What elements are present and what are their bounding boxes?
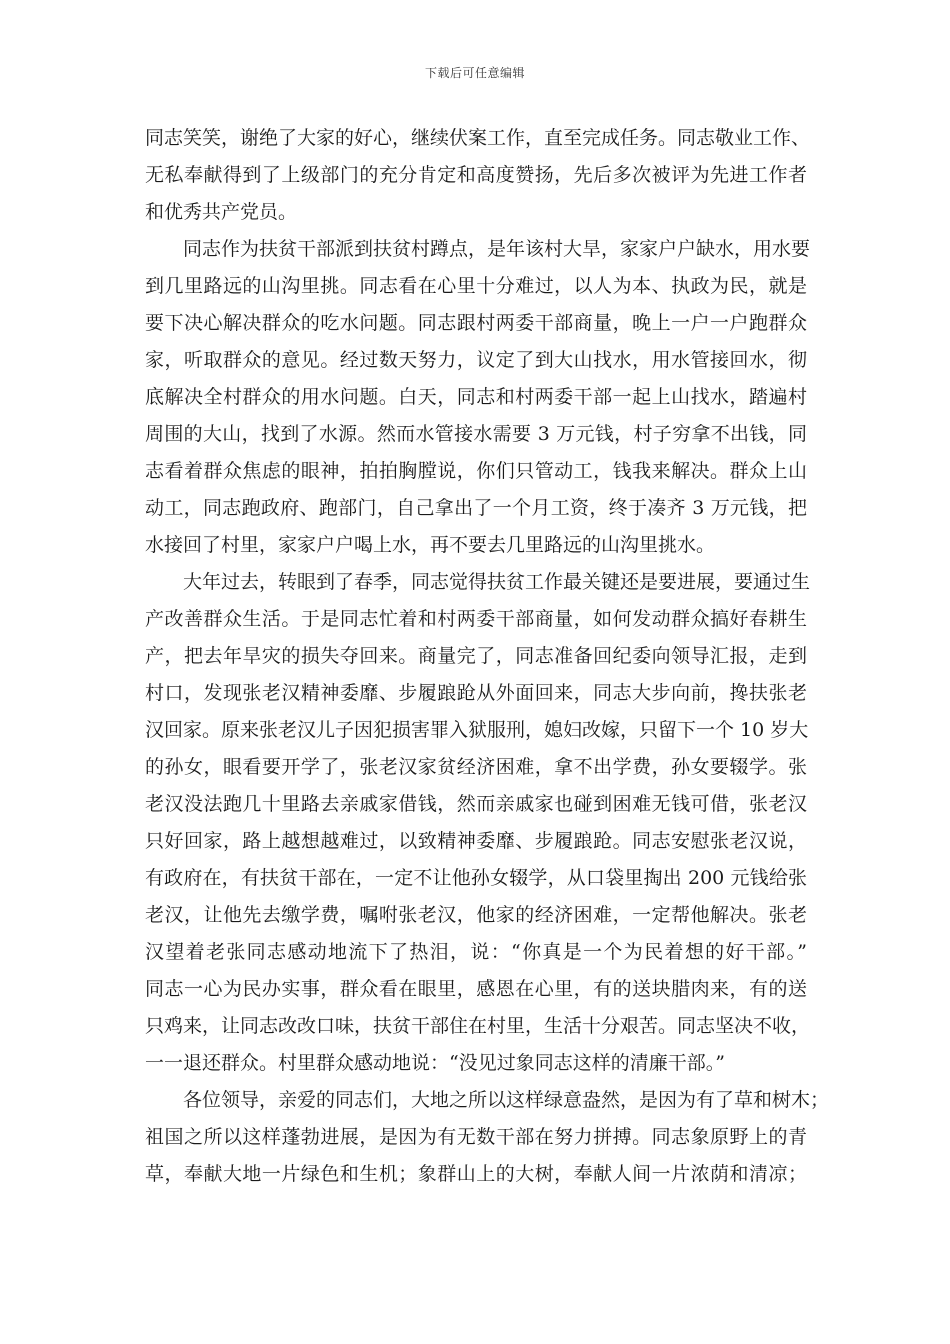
text-line: 有政府在，有扶贫干部在，一定不让他孙女辍学，从口袋里掏出 200 元钱给张 (145, 867, 807, 889)
text-line: 水接回了村里，家家户户喝上水，再不要去几里路远的山沟里挑水。 (145, 534, 716, 556)
page-header: 下载后可任意编辑 (424, 66, 525, 80)
text-line: 老汉，让他先去缴学费，嘱咐张老汉，他家的经济困难，一定帮他解决。张老 (145, 904, 807, 926)
text-line: 无私奉献得到了上级部门的充分肯定和高度赞扬，先后多次被评为先进工作者 (145, 164, 807, 186)
text-line: 草，奉献大地一片绿色和生机；象群山上的大树，奉献人间一片浓荫和清凉； (145, 1163, 807, 1185)
text-line: 底解决全村群众的用水问题。白天，同志和村两委干部一起上山找水，踏遍村 (145, 386, 807, 408)
text-line: 各位领导，亲爱的同志们，大地之所以这样绿意盎然，是因为有了草和树木； (145, 1089, 830, 1111)
text-line: 和优秀共产党员。 (145, 201, 298, 223)
text-line: 同志笑笑，谢绝了大家的好心，继续伏案工作，直至完成任务。同志敬业工作、 (145, 127, 811, 149)
text-line: 祖国之所以这样蓬勃进展，是因为有无数干部在努力拼搏。同志象原野上的青 (145, 1126, 807, 1148)
text-line: 周围的大山，找到了水源。然而水管接水需要 3 万元钱，村子穷拿不出钱，同 (145, 423, 807, 445)
paragraph-4 (145, 1082, 830, 1193)
text-line: 汉望着老张同志感动地流下了热泪，说：“你真是一个为民着想的好干部。” (145, 941, 807, 963)
text-line: 村口，发现张老汉精神委靡、步履踉跄从外面回来，同志大步向前，搀扶张老 (145, 682, 807, 704)
text-line: 的孙女，眼看要开学了，张老汉家贫经济困难，拿不出学费，孙女要辍学。张 (145, 756, 807, 778)
text-line: 老汉没法跑几十里路去亲戚家借钱，然而亲戚家也碰到困难无钱可借，张老汉 (145, 793, 807, 815)
text-line: 同志一心为民办实事，群众看在眼里，感恩在心里，有的送块腊肉来，有的送 (145, 978, 807, 1000)
document-body (145, 120, 830, 1193)
paragraph-3 (145, 564, 811, 1082)
text-line: 只鸡来，让同志改改口味，扶贫干部住在村里，生活十分艰苦。同志坚决不收， (145, 1015, 811, 1037)
text-line: 家，听取群众的意见。经过数天努力，议定了到大山找水，用水管接回水，彻 (145, 349, 807, 371)
text-line: 要下决心解决群众的吃水问题。同志跟村两委干部商量，晚上一户一户跑群众 (145, 312, 807, 334)
text-line: 大年过去，转眼到了春季，同志觉得扶贫工作最关键还是要进展，要通过生 (145, 571, 811, 593)
text-line: 产，把去年旱灾的损失夺回来。商量完了，同志准备回纪委向领导汇报，走到 (145, 645, 807, 667)
text-line: 志看着群众焦虑的眼神，拍拍胸膛说，你们只管动工，钱我来解决。群众上山 (145, 460, 807, 482)
text-line: 同志作为扶贫干部派到扶贫村蹲点，是年该村大旱，家家户户缺水，用水要 (145, 238, 811, 260)
paragraph-2 (145, 231, 811, 564)
text-line: 只好回家，路上越想越难过，以致精神委靡、步履踉跄。同志安慰张老汉说， (145, 830, 807, 852)
text-line: 汉回家。原来张老汉儿子因犯损害罪入狱服刑，媳妇改嫁，只留下一个 10 岁大 (145, 719, 809, 741)
text-line: 产改善群众生活。于是同志忙着和村两委干部商量，如何发动群众搞好春耕生 (145, 608, 807, 630)
paragraph-1 (145, 120, 811, 231)
text-line: 动工，同志跑政府、跑部门，自己拿出了一个月工资，终于凑齐 3 万元钱，把 (145, 497, 807, 519)
text-line: 一一退还群众。村里群众感动地说：“没见过象同志这样的清廉干部。” (145, 1052, 725, 1074)
text-line: 到几里路远的山沟里挑。同志看在心里十分难过，以人为本、执政为民，就是 (145, 275, 807, 297)
